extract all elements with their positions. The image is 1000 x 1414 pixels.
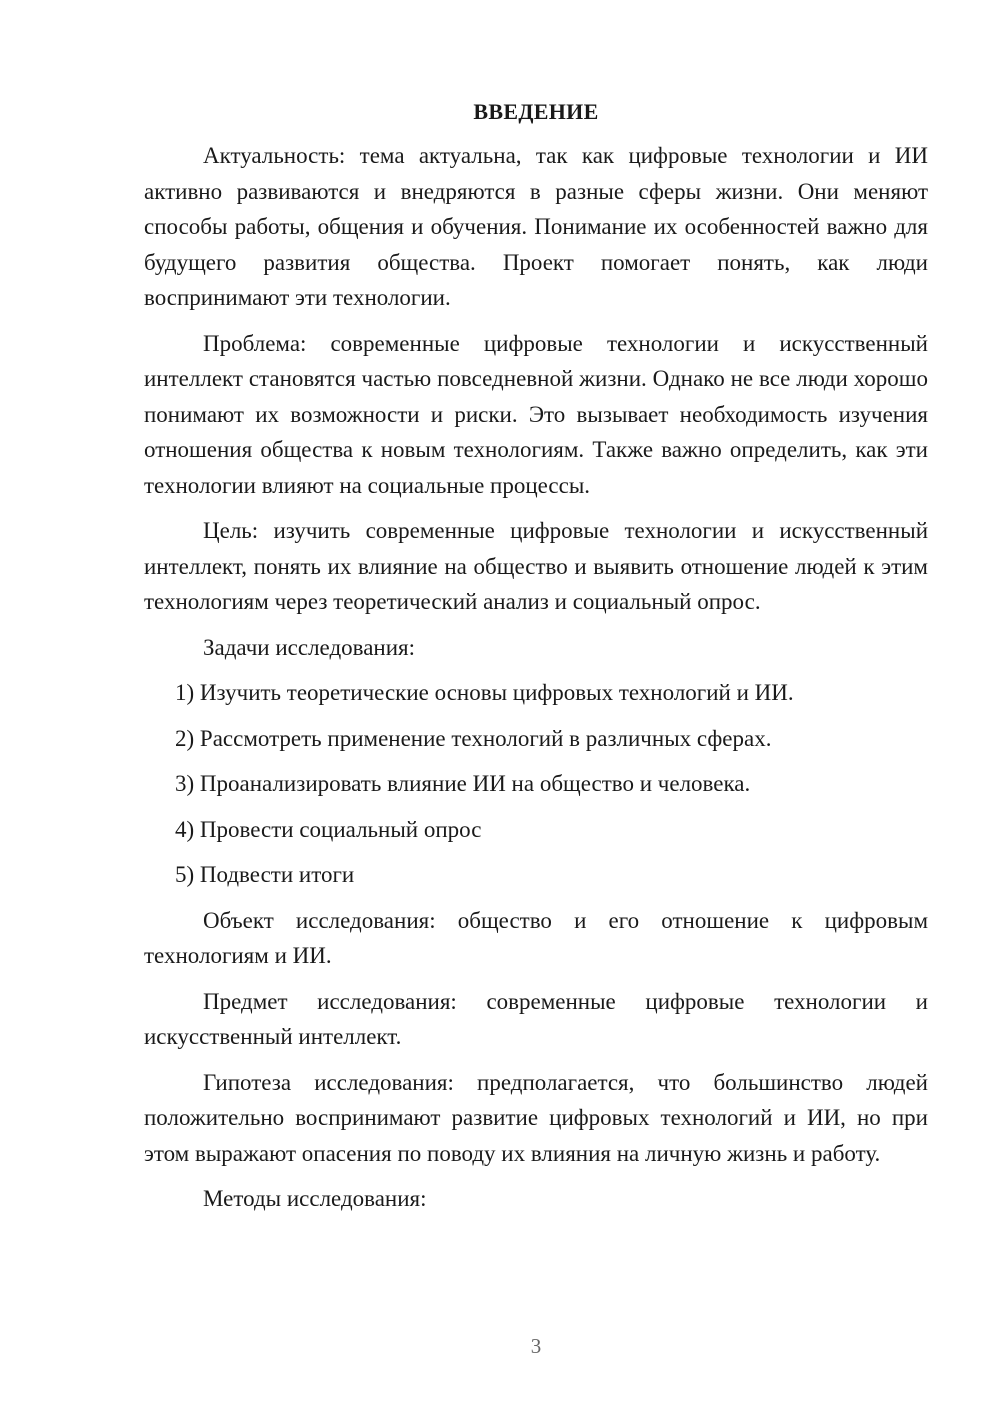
tasks-list bbox=[144, 675, 928, 893]
page-number: 3 bbox=[530, 1334, 542, 1358]
list-item: 5) Подвести итоги bbox=[175, 862, 355, 887]
hypothesis-paragraph: Гипотеза исследования: предполагается, что большинство людей положительно воспринимают развитие цифровых технологий и ИИ, но при этом выражают опасения по поводу их влияния на личную жизнь и работу. bbox=[144, 1069, 928, 1166]
object-paragraph: Объект исследования: общество и его отношение к цифровым технологиям и ИИ. bbox=[144, 907, 928, 968]
list-item: 2) Рассмотреть применение технологий в различных сферах. bbox=[175, 725, 772, 751]
list-item: 3) Проанализировать влияние ИИ на общество и человека. bbox=[175, 771, 751, 796]
list-item: 1) Изучить теоретические основы цифровых технологий и ИИ. bbox=[175, 680, 794, 705]
tasks-title: Задачи исследования: bbox=[203, 634, 416, 660]
list-item: 4) Провести социальный опрос bbox=[175, 816, 482, 842]
document-page bbox=[144, 96, 928, 1227]
section-heading: ВВЕДЕНИЕ bbox=[473, 99, 599, 124]
problem-paragraph: Проблема: современные цифровые технологии и искусственный интеллект становятся частью повседневной жизни. Однако не все люди хорошо понимают их возможности и риски. Это вызывает необходимость изучения отношения общества к новым технологиям. Также важно определить, как эти технологии влияют на социальные процессы. bbox=[144, 330, 928, 498]
subject-paragraph: Предмет исследования: современные цифровые технологии и искусственный интеллект. bbox=[144, 988, 928, 1049]
goal-paragraph: Цель: изучить современные цифровые технологии и искусственный интеллект, понять их влияние на общество и выявить отношение людей к этим технологиям через теоретический анализ и социальный опрос. bbox=[144, 518, 928, 614]
methods-title: Методы исследования: bbox=[203, 1186, 427, 1211]
relevance-paragraph: Актуальность: тема актуальна, так как цифровые технологии и ИИ активно развиваются и внедряются в разные сферы жизни. Они меняют способы работы, общения и обучения. Понимание их особенностей важно для будущего развития общества. Проект помогает понять, как люди воспринимают эти технологии. bbox=[144, 143, 928, 310]
